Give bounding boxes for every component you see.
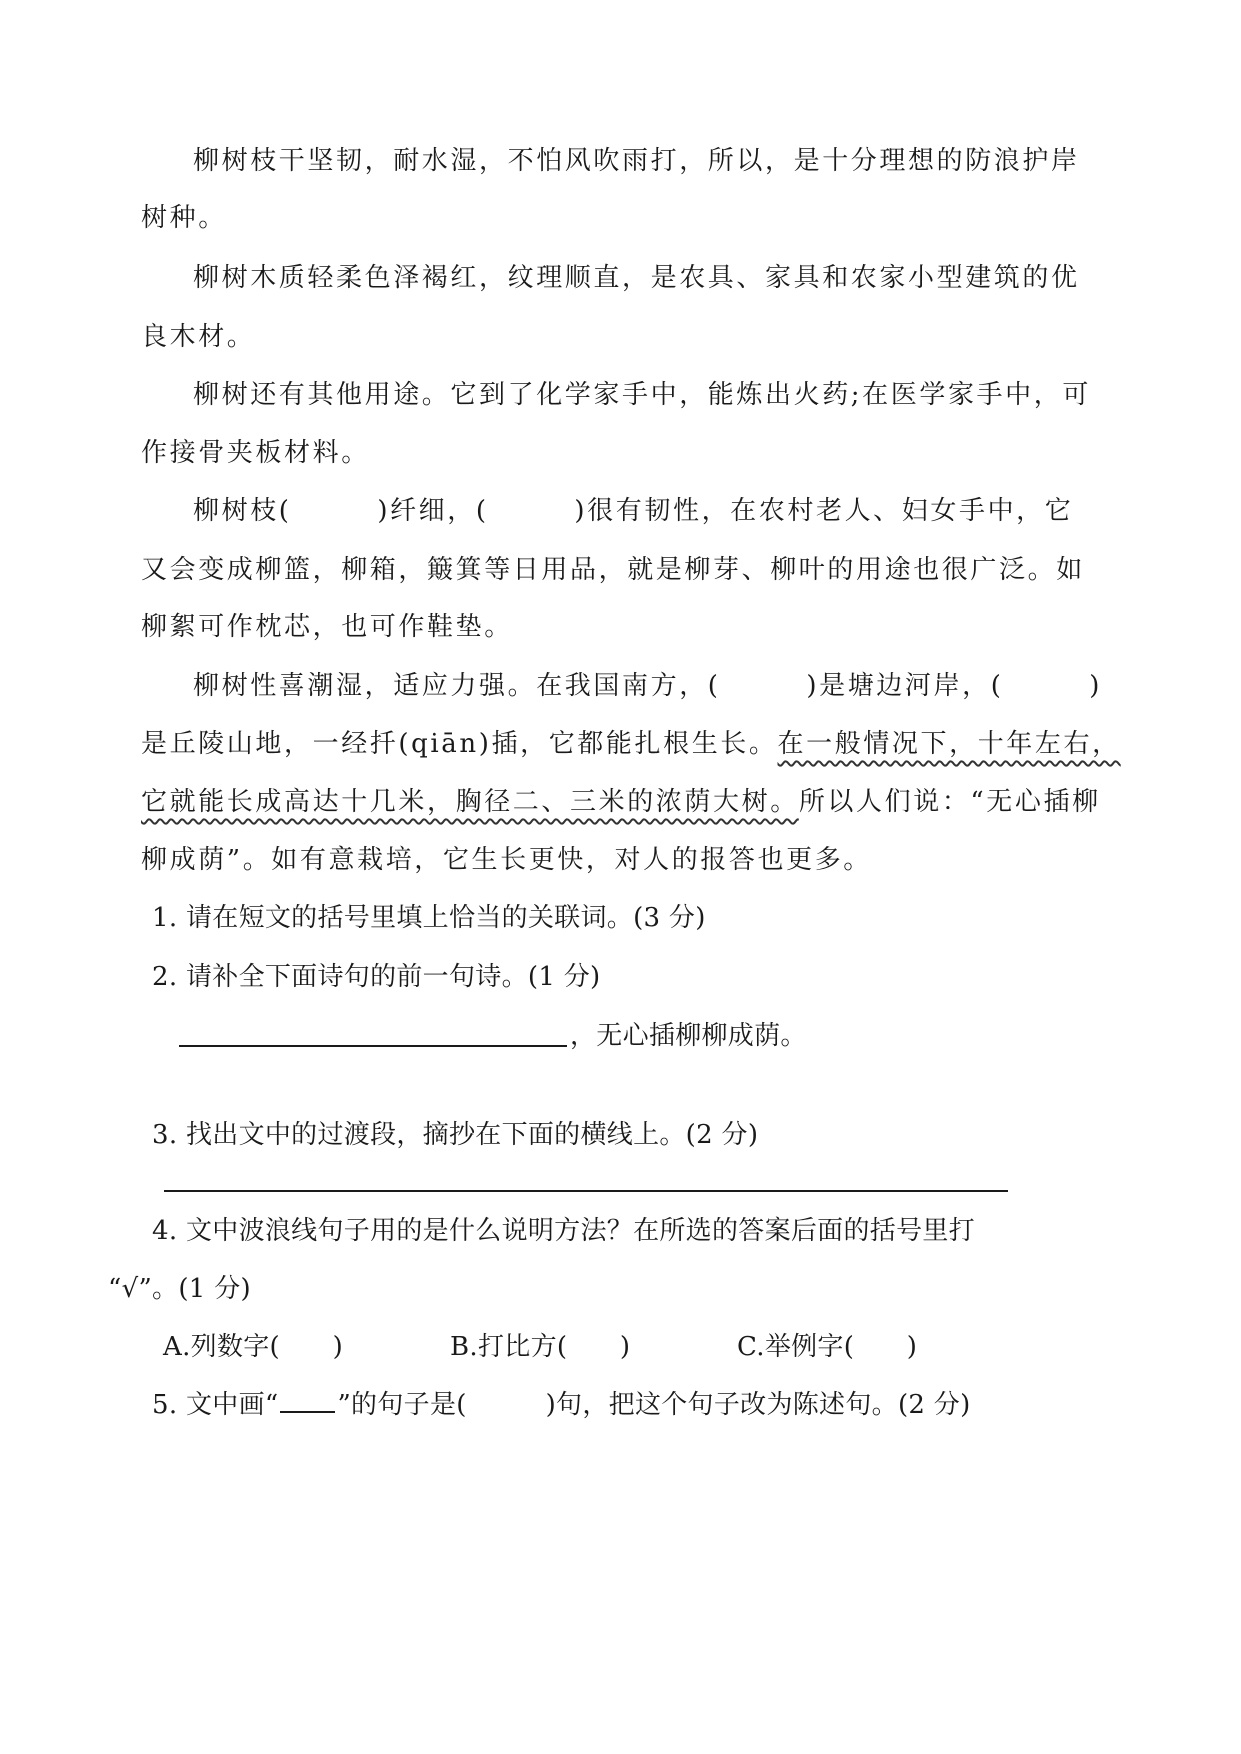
question-1: 1. 请在短文的括号里填上恰当的关联词。(3 分) <box>152 903 706 933</box>
question-5-prefix: 5. 文中画“ <box>152 1390 279 1420</box>
passage-p5-line2-plain: 是丘陵山地，一经扦(qiān)插，它都能扎根生长。 <box>141 729 778 759</box>
question-3: 3. 找出文中的过渡段，摘抄在下面的横线上。(2 分) <box>152 1120 759 1150</box>
question-2-poem-tail: ，无心插柳柳成荫。 <box>570 1021 807 1051</box>
answer-line-q2[interactable] <box>179 1045 567 1047</box>
question-2: 2. 请补全下面诗句的前一句诗。(1 分) <box>152 962 601 992</box>
passage-p4-line1: 柳树枝( )纤细，( )很有韧性，在农村老人、妇女手中，它 <box>193 496 1074 526</box>
passage-p5-line3-plain: 所以人们说：“无心插柳 <box>798 787 1101 817</box>
option-c[interactable]: C.举例字( ) <box>737 1332 918 1362</box>
wavy-underlined-sentence-part2: 它就能长成高达十几米，胸径二、三米的浓荫大树。 <box>141 787 799 817</box>
passage-p5-line4: 柳成荫”。如有意栽培，它生长更快，对人的报答也更多。 <box>141 845 872 875</box>
option-b[interactable]: B.打比方( ) <box>450 1332 631 1362</box>
question-4-line1: 4. 文中波浪线句子用的是什么说明方法？在所选的答案后面的括号里打 <box>152 1216 975 1246</box>
passage-p3-line2: 作接骨夹板材料。 <box>141 438 370 468</box>
passage-p4-line2: 又会变成柳篮，柳箱，簸箕等日用品，就是柳芽、柳叶的用途也很广泛。如 <box>141 555 1085 585</box>
passage-p5-line2 <box>141 724 1241 764</box>
passage-p4-line3: 柳絮可作枕芯，也可作鞋垫。 <box>141 612 513 642</box>
underline-sample-blank <box>280 1387 335 1413</box>
option-a[interactable]: A.列数字( ) <box>163 1332 344 1362</box>
question-5 <box>152 1385 1241 1425</box>
passage-p3-line1: 柳树还有其他用途。它到了化学家手中，能炼出火药;在医学家手中，可 <box>193 380 1091 410</box>
passage-p5-line3 <box>141 782 1241 822</box>
passage-p2-line1: 柳树木质轻柔色泽褐红，纹理顺直，是农具、家具和农家小型建筑的优 <box>193 263 1080 293</box>
passage-p1-line2: 树种。 <box>141 203 227 233</box>
question-4-line2: “√”。(1 分) <box>108 1274 251 1304</box>
answer-line-q3[interactable] <box>164 1190 1008 1192</box>
passage-p1-line1: 柳树枝干坚韧，耐水湿，不怕风吹雨打，所以，是十分理想的防浪护岸 <box>193 146 1080 176</box>
passage-p5-line1: 柳树性喜潮湿，适应力强。在我国南方，( )是塘边河岸，( ) <box>193 671 1102 701</box>
passage-p2-line2: 良木材。 <box>141 322 256 352</box>
wavy-underlined-sentence-part1: 在一般情况下，十年左右， <box>777 729 1121 759</box>
question-5-suffix: ”的句子是( )句，把这个句子改为陈述句。(2 分) <box>337 1390 971 1420</box>
